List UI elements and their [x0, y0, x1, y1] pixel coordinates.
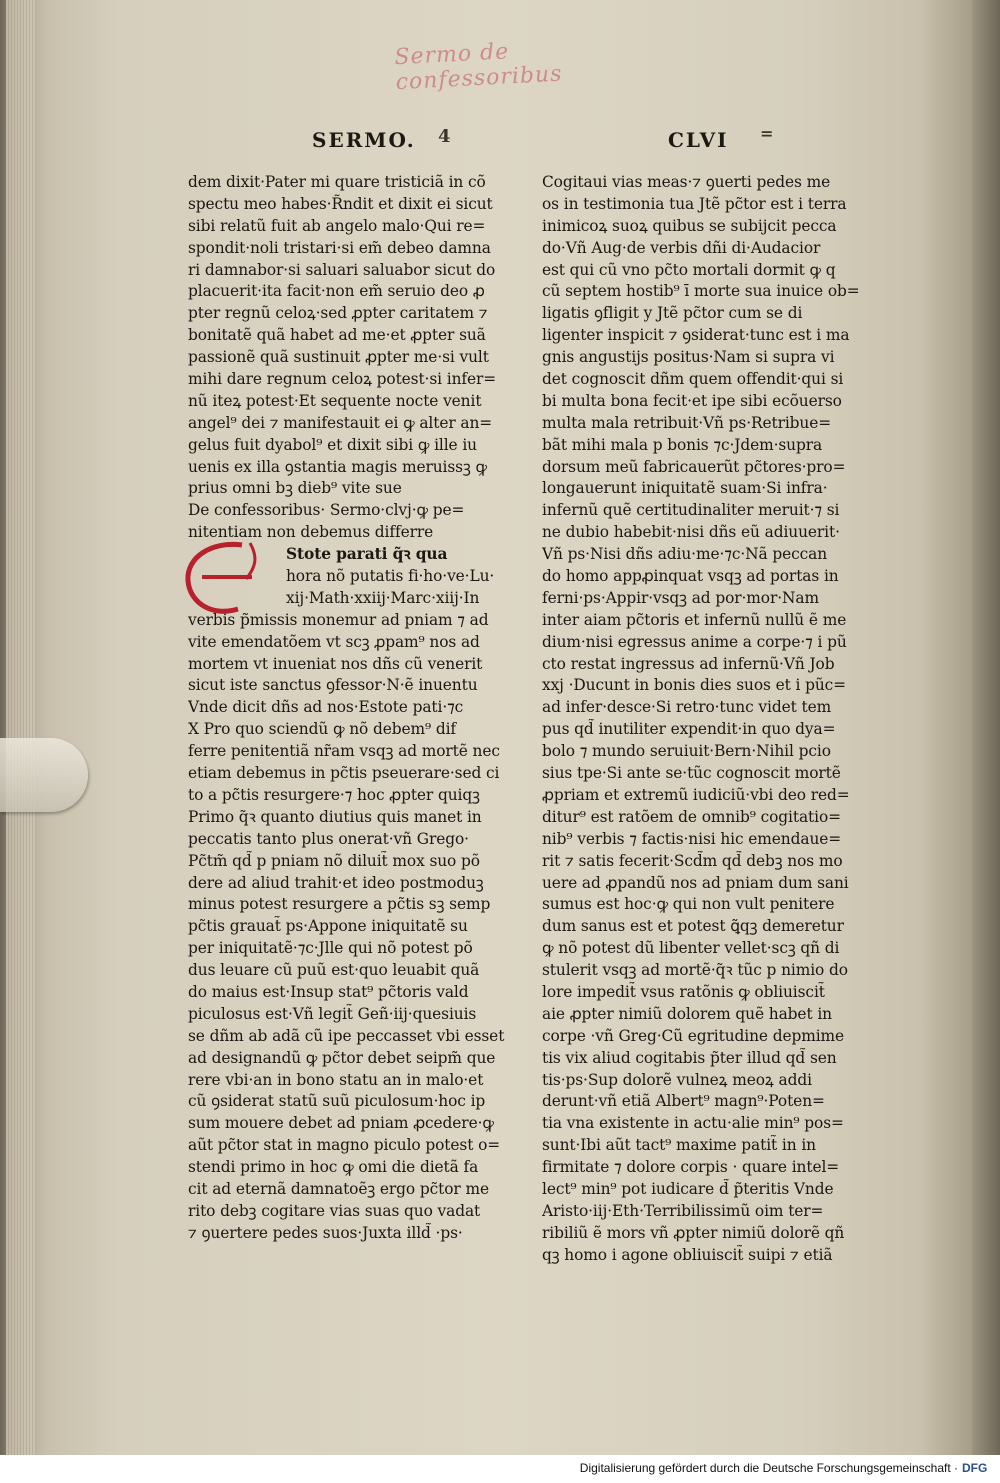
right-text-line: bolo ⁊ mundo seruiuit·Bern·Nihil pcio	[542, 742, 831, 761]
left-text-line: piculosus est·Vñ legit̃ Geñ·iij·quesiuis	[188, 1004, 477, 1023]
left-text-line: passionẽ quã sustinuit ꝓpter me·si vult	[188, 348, 489, 367]
right-text-line: ligatis ꝯfligit y Jtẽ pc̃tor cum se di	[542, 304, 803, 323]
left-text-line: X Pro quo sciendũ ꝙ nõ debem⁹ dif	[188, 720, 457, 739]
left-text-line: spectu meo habes·R̃ndit et dixit ei sicut	[188, 194, 493, 213]
left-text-line: Stote parati q̃ꝛ qua	[286, 545, 448, 564]
left-text-line: dere ad aliud trahit·et ideo postmoduꝫ	[188, 873, 484, 892]
right-text-line: pus qd̃ inutiliter expendit·in quo dya=	[542, 720, 836, 739]
right-text-line: ꝓpriam et extremũ iudiciũ·vbi deo red=	[542, 785, 850, 804]
right-text-line: dorsum meũ fabricauerũt pc̃tores·pro=	[542, 457, 846, 476]
left-text-line: dem dixit·Pater mi quare tristiciã in cõ	[188, 173, 486, 191]
left-text-line: mortem vt inueniat nos dñs cũ venerit	[188, 654, 483, 673]
right-text-line: Cogitaui vias meas·⁊ ꝯuerti pedes me	[542, 173, 831, 191]
left-text-line: sicut iste sanctus ꝯfessor·N·ẽ inuentu	[188, 676, 478, 695]
right-text-line: inter aiam pc̃toris et infernũ nullũ ẽ me	[542, 610, 847, 629]
left-text-line: dus leuare cũ puũ est·quo leuabit quã	[188, 961, 480, 980]
right-text-line: nib⁹ verbis ⁊ factis·nisi hic emendaue=	[542, 829, 842, 848]
right-text-line: Vñ ps·Nisi dñs adiu·me·⁊c·Nã peccan	[542, 545, 828, 564]
left-text-line: rere vbi·an in bono statu an in malo·et	[188, 1070, 484, 1089]
right-text-line: tis vix aliud cogitabis p̃ter illud qd̃ sen	[542, 1048, 837, 1067]
left-text-line: angel⁹ dei ⁊ manifestauit ei ꝙ alter an=	[188, 413, 493, 432]
right-text-line: derunt·vñ etiã Albert⁹ magn⁹·Poten=	[542, 1092, 825, 1111]
dfg-logo: DFG	[962, 1461, 988, 1475]
right-text-line: os in testimonia tua Jtẽ pc̃tor est i terra	[542, 194, 847, 213]
left-text-line: Vnde dicit dñs ad nos·Estote pati·⁊c	[188, 698, 464, 717]
right-text-line: corpe ·vñ Greg·Cũ egritudine depmime	[542, 1026, 845, 1045]
left-text-line: stendi primo in hoc ꝙ omi die dietã fa	[188, 1158, 479, 1177]
right-text-line: rit ⁊ satis fecerit·Scd̃m qd̃ debꝫ nos mo	[542, 851, 843, 870]
right-text-line: longauerunt iniquitatẽ suam·Si infra·	[542, 479, 828, 498]
right-text-line: cto restat ingressus ad infernũ·Vñ Job	[542, 654, 835, 673]
left-text-line: peccatis tanto plus onerat·vñ Grego·	[188, 829, 469, 848]
left-text-line: hora nõ putatis fi·ho·ve·Lu·	[286, 567, 495, 586]
left-text-line: ad designandũ ꝙ pc̃tor debet seipm̃ que	[188, 1048, 496, 1067]
right-text-line: do homo appꝓinquat vsqꝫ ad portas in	[542, 567, 839, 586]
left-text-line: xij·Math·xxiij·Marc·xiij·In	[286, 588, 480, 607]
right-text-column	[542, 172, 872, 1267]
right-text-line: tia vna existente in actu·alie min⁹ pos=	[542, 1114, 844, 1133]
right-text-line: gnis angustijs positus·Nam si supra vi	[542, 348, 835, 367]
running-head-left: SERMO.	[312, 128, 416, 152]
right-text-line: ꝙ nõ potest dũ libenter vellet·scꝫ qñ di	[542, 939, 840, 958]
right-text-line: aie ꝓpter nimiũ dolorem quẽ habet in	[542, 1004, 832, 1023]
right-text-line: lect⁹ min⁹ pot iudicare d̃ p̃teritis Vnde	[542, 1179, 834, 1198]
left-text-line: Primo q̃ꝛ quanto diutius quis manet in	[188, 807, 482, 826]
left-text-line: to a pc̃tis resurgere·⁊ hoc ꝓpter quiqꝫ	[188, 785, 480, 804]
left-text-line: rito debꝫ cogitare vias suas quo vadat	[188, 1201, 481, 1220]
right-text-line: infernũ quẽ certitudinaliter meruit·⁊ si	[542, 501, 840, 520]
right-text-line: qꝫ homo i agone obliuiscit̃ suipi̇ ⁊ etiã	[542, 1245, 833, 1264]
left-text-line: nitentiam non debemus differre	[188, 523, 434, 542]
running-head-mark: 4	[438, 126, 451, 147]
left-text-line: verbis p̃missis monemur ad pniam ⁊ ad	[188, 610, 489, 629]
left-text-line: bonitatẽ quã habet ad me·et ꝓpter suã	[188, 326, 486, 345]
right-text-line: lore impedit̃ vsus ratõnis ꝙ obliuiscit̃	[542, 982, 825, 1001]
right-text-line: uere ad ꝓpandũ nos ad pniam dum sani	[542, 873, 849, 892]
right-text-line: firmitate ⁊ dolore corpis · quare intel=	[542, 1158, 840, 1177]
left-text-line: ri damnabor·si saluari saluabor sicut do	[188, 260, 496, 279]
handwritten-annotation: Sermo de confessoribus	[393, 39, 564, 96]
right-text-line: do·Vñ Aug·de verbis dñi di·Audacior	[542, 238, 821, 257]
right-text-line: ne dubio habebit·nisi dñs eũ adiuuerit·	[542, 523, 840, 542]
right-text-line: inimicoꝝ suoꝝ quibus se subijcit pecca	[542, 216, 837, 235]
right-text-line: est qui cũ vno pc̃to mortali dormit ꝙ q	[542, 260, 836, 279]
right-text-line: cũ septem hostib⁹ ī morte sua inuice ob=	[542, 282, 860, 301]
left-text-line: per iniquitatẽ·⁊c·Jlle qui nõ potest põ	[188, 939, 473, 958]
left-text-line: placuerit·ita facit·non em̃ seruio deo ꝓ	[188, 282, 485, 301]
running-head-right: CLVI	[668, 128, 729, 152]
right-text-line: det cognoscit dñm quem offendit·qui si	[542, 370, 844, 389]
left-text-column	[188, 172, 518, 1245]
right-text-line: bãt mihi mala p bonis ⁊c·Jdem·supra	[542, 435, 823, 454]
left-text-line: sum mouere debet ad pniam ꝓcedere·ꝙ	[188, 1114, 494, 1133]
right-text-line: tis·ps·Sup dolorẽ vulneꝝ meoꝝ addi	[542, 1070, 812, 1089]
right-text-line: xxj ·Ducunt in bonis dies suos et i pũc=	[542, 676, 846, 695]
left-text-line: ⁊ ꝯuertere pedes suos·Juxta illd̃ ·ps·	[188, 1223, 463, 1242]
left-text-line: prius omni bꝫ dieb⁹ vite sue	[188, 479, 402, 498]
left-text-line: se dñm ab adã cũ ipe peccasset vbi esset	[188, 1026, 505, 1045]
right-text-line: ligenter inspicit ⁊ ꝯsiderat·tunc est i ma	[542, 326, 850, 345]
right-text-line: dium·nisi egressus anime a corpe·⁊ i pũ	[542, 632, 847, 651]
left-text-line: do maius est·Insup stat⁹ pc̃toris vald	[188, 982, 469, 1001]
right-text-line: sunt·Ibi aũt tact⁹ maxime patit̃ in in	[542, 1136, 816, 1155]
left-text-line: etiam debemus in pc̃tis pseuerare·sed ci	[188, 764, 500, 783]
left-text-line: mihi dare regnum celoꝝ potest·si infer=	[188, 370, 497, 389]
right-text-line: ad infer·desce·Si retro·tunc videt tem	[542, 698, 832, 717]
right-text-line: sumus est hoc·ꝙ qui non vult penitere	[542, 895, 835, 914]
left-text-line: nũ iteꝝ potest·Et sequente nocte venit	[188, 391, 482, 410]
footer-credit: Digitalisierung gefördert durch die Deutsche Forschungsgemeinschaft ·	[579, 1461, 958, 1475]
right-text-line: Aristo·iij·Eth·Terribilissimũ oim ter=	[542, 1201, 824, 1220]
left-text-line: aũt pc̃tor stat in magno piculo potest o=	[188, 1136, 501, 1155]
bookmark-tab	[0, 738, 88, 812]
left-text-line: ferre penitentiã nr̃am vsqꝫ ad mortẽ nec	[188, 742, 500, 761]
left-text-line: Pc̃tm̃ qd̃ p pniam nõ diluit̃ mox suo põ	[188, 851, 480, 870]
right-text-line: sius tpe·Si ante se·tũc cognoscit mortẽ	[542, 764, 841, 783]
right-text-line: bi multa bona fecit·et ipe sibi ecõuerso	[542, 391, 842, 410]
running-head-right-mark: =	[760, 124, 774, 143]
page-edges	[6, 0, 36, 1455]
right-text-line: stulerit vsqꝫ ad mortẽ·q̃ꝛ tũc p nimio do	[542, 961, 848, 980]
right-text-line: ribiliũ ẽ mors vñ ꝓpter nimiũ dolorẽ qñ	[542, 1223, 845, 1242]
right-text-line: ferni·ps·Appir·vsqꝫ ad por·mor·Nam	[542, 588, 819, 607]
left-text-line: cit ad eternã damnatoẽꝫ ergo pc̃tor me	[188, 1179, 489, 1198]
left-text-line: cũ ꝯsiderat statũ suũ piculosum·hoc ip	[188, 1092, 486, 1111]
left-text-line: gelus fuit dyabol⁹ et dixit sibi ꝙ ille iu	[188, 435, 477, 454]
left-text-line: spondit·noli tristari·si em̃ debeo damna	[188, 238, 491, 257]
left-text-line: vite emendatõem vt scꝫ ꝓpam⁹ nos ad	[188, 632, 480, 651]
right-text-line: dum sanus est et potest ꝗ̃qꝫ demeretur	[542, 917, 844, 936]
left-text-line: pter regnũ celoꝝ·sed ꝓpter caritatem ⁊	[188, 304, 488, 323]
binding-edge	[972, 0, 1000, 1455]
rubricated-initial	[172, 537, 270, 621]
footer-bar	[0, 1455, 1000, 1483]
left-text-line: sibi relatũ fuit ab angelo malo·Qui re=	[188, 216, 486, 235]
left-text-line: minus potest resurgere a pc̃tis sꝫ semp	[188, 895, 491, 914]
right-text-line: ditur⁹ est ratõem de omnib⁹ cogitatio=	[542, 807, 841, 826]
left-text-line: pc̃tis grauat̃ ps·Appone iniquitatẽ su	[188, 917, 468, 936]
right-text-line: multa mala retribuit·Vñ ps·Retribue=	[542, 413, 832, 432]
left-text-line: De confessoribus· Sermo·clvj·ꝙ pe=	[188, 501, 465, 520]
left-text-line: uenis ex illa ꝯstantia magis meruissꝫ ꝙ	[188, 457, 487, 476]
